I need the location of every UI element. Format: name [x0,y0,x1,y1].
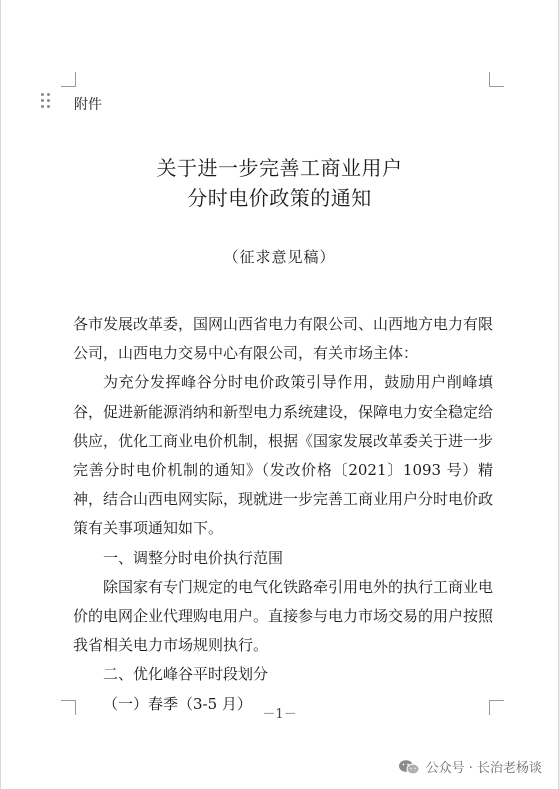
draft-subtitle: （征求意见稿） [223,248,336,266]
watermark-text: 公众号 · 长治老杨谈 [425,761,542,776]
page-number: －1－ [262,707,297,722]
section-heading-2: 二、优化峰谷平时段划分 [103,665,269,684]
document-page [1,0,558,789]
subsection-heading-spring: （一）春季（3-5 月） [103,694,252,713]
margin-corner-top-left [61,72,76,87]
attachment-label: 附件 [74,97,102,113]
purpose-paragraph: 为充分发挥峰谷分时电价政策引导作用，鼓励用户削峰填谷，促进新能源消纳和新型电力系统建设，保障电力安全稳定给供应，优化工商业电价机制，根据《国家发展改革委关于进一步完善分时电价机制的通知》（发改价格〔2021〕1093 号）精神，结合山西电网实际，现就进一步完善工商业用户分时电价政策有关事项通知如下。 [73,373,494,538]
document-body [73,310,493,719]
wechat-icon [398,759,420,775]
drag-handle-icon[interactable] [41,93,51,109]
scope-paragraph: 除国家有专门规定的电气化铁路牵引用电外的执行工商业电价的电网企业代理购电用户。直接参与电力市场交易的用户按照我省相关电力市场规则执行。 [73,577,494,655]
section-heading-1: 一、调整分时电价执行范围 [103,548,284,567]
margin-corner-top-right [489,72,504,87]
addressee-paragraph: 各市发展改革委，国网山西省电力有限公司、山西地方电力有限公司，山西电力交易中心有限公司，有关市场主体： [73,315,494,363]
document-title-line1: 关于进一步完善工商业用户 [156,156,403,180]
watermark [398,757,542,776]
document-title-line2: 分时电价政策的通知 [187,186,372,210]
